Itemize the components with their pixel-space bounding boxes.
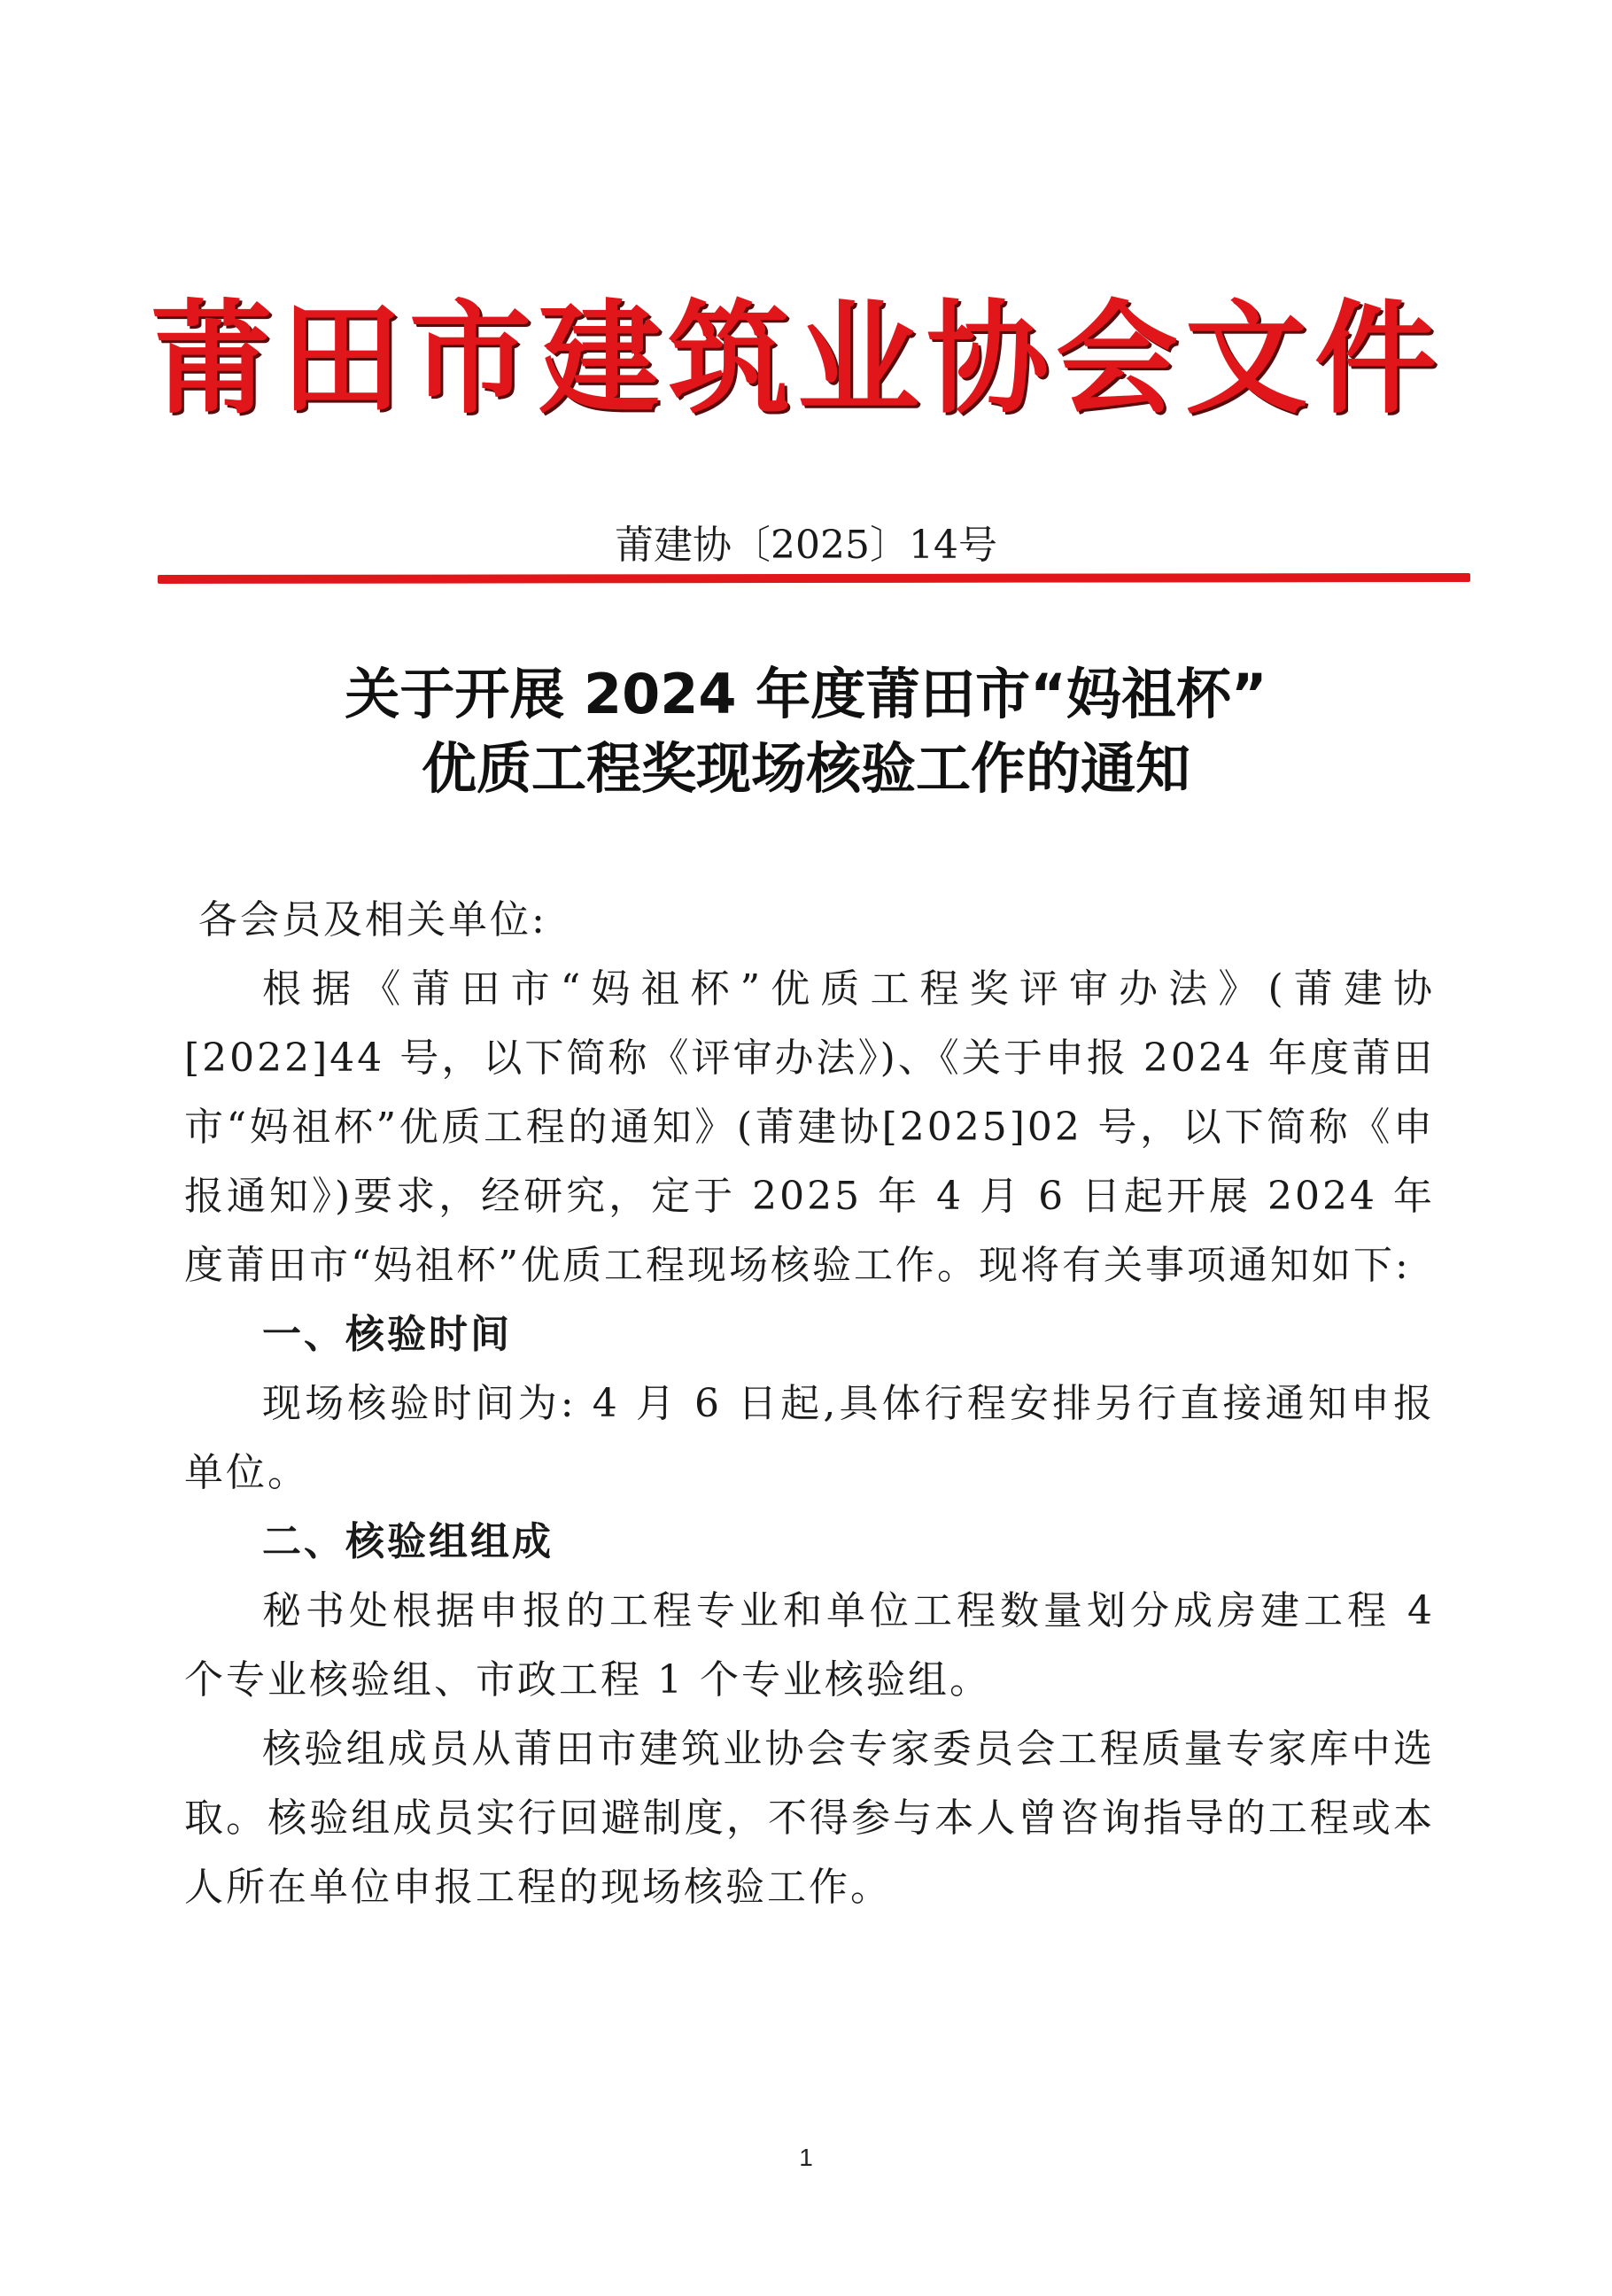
- section-1-heading: 一、核验时间: [262, 1312, 512, 1357]
- salutation: 各会员及相关单位:: [198, 897, 547, 942]
- section-2-paragraph-1: 秘书处根据申报的工程专业和单位工程数量划分成房建工程 4 个专业核验组、市政工程 1 个专业核验组。: [184, 1588, 1435, 1703]
- notice-title-line-1: 关于开展 2024 年度莆田市“妈祖杯”: [345, 662, 1267, 726]
- notice-title-line-2: 优质工程奖现场核验工作的通知: [421, 736, 1190, 801]
- intro-paragraph: 根据《莆田市“妈祖杯”优质工程奖评审办法》(莆建协[2022]44 号，以下简称《评审办法》)、《关于申报 2024 年度莆田市“妈祖杯”优质工程的通知》(莆建协[2025]02 号，以下简称《申报通知》)要求，经研究，定于 2025 年 4 月 6 日起开展 2024 年度莆田市“妈祖杯”优质工程现场核验工作。现将有关事项通知如下:: [184, 966, 1435, 1288]
- page-number: 1: [799, 2144, 813, 2171]
- section-1-paragraph: 现场核验时间为: 4 月 6 日起,具体行程安排另行直接通知申报单位。: [184, 1381, 1435, 1495]
- document-number: 莆建协〔2025〕14号: [615, 523, 997, 568]
- section-2-heading: 二、核验组组成: [262, 1519, 554, 1564]
- masthead-title: 莆田市建筑业协会文件: [150, 286, 1444, 430]
- notice-body: [184, 886, 1435, 1922]
- red-divider-line: [158, 573, 1470, 584]
- section-2-paragraph-2: 核验组成员从莆田市建筑业协会专家委员会工程质量专家库中选取。核验组成员实行回避制度，不得参与本人曾咨询指导的工程或本人所在单位申报工程的现场核验工作。: [184, 1726, 1435, 1910]
